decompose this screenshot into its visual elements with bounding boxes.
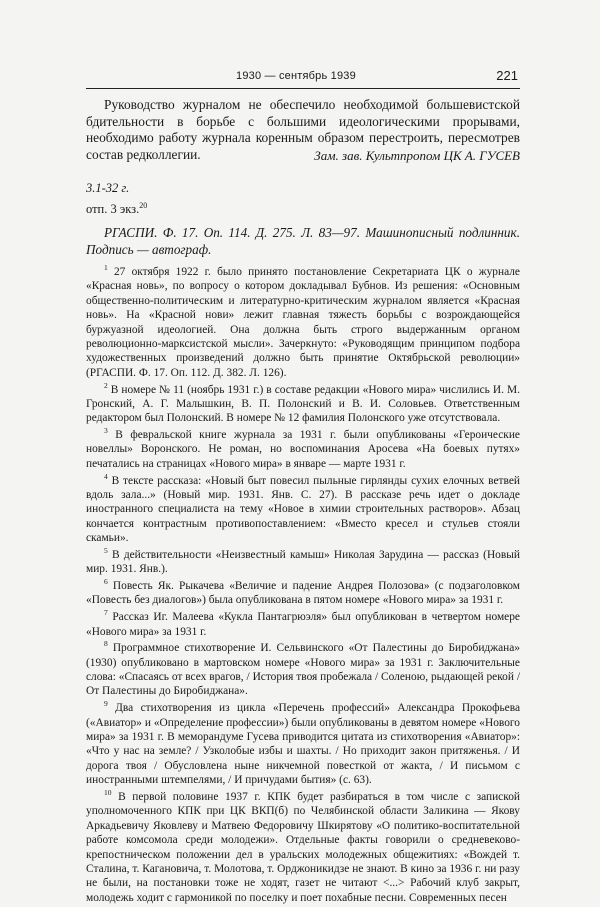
footnote [86,790,520,905]
footnote-text: В тексте рассказа: «Новый быт повесил пыльные гирлянды сухих елочных ветвей вдоль зала...» (Новый мир. 1931. Янв. С. 27). В рассказе речь идет о докладе иностранного специалиста на тему «Новое в химии строительных растворов». Абзац кончается контрастным противопоставлением: «Вместо кресел и стульев стояли скамьи». [86,474,520,545]
footnote-number: 8 [104,639,108,649]
footnote-text: Два стихотворения из цикла «Перечень профессий» Александра Прокофьева («Авиатор» и «Определение профессии») были опубликованы в девятом номере «Нового мира» за 1931 г. В меморандуме Гусева приводится цитата из стихотворения «Авиатор»: «Что у нас на земле? / Узколобые избы и шахты. / Но приходит закон притяженья. / И дорога твоя / Обусловлена ныне никчемной повесткой от жакта, / И письмом с иностранными штемпелями, / И причудами бытия» (с. 63). [86,702,520,787]
footnote [86,265,520,380]
footnote [86,701,520,787]
footnote-number: 5 [104,546,108,556]
footnote-number: 10 [104,788,112,798]
running-title: 1930 — сентябрь 1939 [236,70,356,82]
copies-line [86,201,147,217]
footnote-number: 7 [104,608,108,618]
footnote-text: Рассказ Иг. Малеева «Кукла Пантагрюэля» был опубликован в четвертом номере «Нового мира» за 1931 г. [86,611,520,638]
footnote [86,610,520,639]
body-paragraph: Руководство журналом не обеспечило необходимой большевистской бдительности в борьбе с большими идеологическими прорывами, необходимо работу журнала коренным образом перестроить, пересмотрев состав редколлегии. [86,97,520,162]
document-date: 3.1-32 г. [86,181,130,195]
footnote-text: В февральской книге журнала за 1931 г. были опубликованы «Героические новеллы» Воронского. Не роман, но воспоминания Аросева «На боевых путях» печатались на страницах «Нового мира» в январе — марте 1931 г. [86,429,520,470]
footnote-number: 4 [104,471,108,481]
footnote-text: 27 октября 1922 г. было принято постановление Секретариата ЦК о журнале «Красная новь», по вопросу о котором докладывал Бубнов. Из решения: «Основным общественно-политическим и литературно-критическим журналом является «Красная новь». На «Красной нови» лежит главная тяжесть борьбы с возрождающейся буржуазной идеологией. Она должна быть строго выдержанным органом революционно-марксистской мысли». Зачеркнуто: «Руководящим принципом подбора художественных произведений должно быть принятие Октябрьской революции» (РГАСПИ. Ф. 17. Оп. 112. Д. 382. Л. 126). [86,266,520,379]
footnote [86,428,520,471]
archive-reference: РГАСПИ. Ф. 17. Оп. 114. Д. 275. Л. 83—97. Машинописный подлинник. Подпись — автограф. [86,225,520,257]
footnotes [86,265,520,907]
footnote [86,380,520,426]
copies-text: отп. 3 экз. [86,202,140,217]
footnote-number: 3 [104,426,108,436]
footnote-reference: 20 [139,201,148,210]
footnote-text: В номере № 11 (ноябрь 1931 г.) в составе редакции «Нового мира» числились И. М. Гронский, А. Г. Малышкин, В. П. Полонский и В. И. Соловьев. Ответственным редактором был Полонский. В номере № 12 фамилия Полонского уже отсутствовала. [86,383,520,425]
footnote [86,641,520,699]
footnote-text: В первой половине 1937 г. КПК будет разбираться в том числе с запиской уполномоченного КПК при ЦК ВКП(б) по Челябинской области Заликина — Якову Аркадьевичу Яковлеву и Матвею Федоровичу Шкирятову «О политико-воспитательной работе комсомола среди молодежи». Отдельные факты говорили о средневеково-крепостническом положении дел в уральских молодежных общежитиях: «Вождей т. Сталина, т. Кагановича, т. Молотова, т. Орджоникидзе не знают. В кино за 1936 г. ни разу не были, на постановки тоже не ходят, газет не читают <...> Рабочий клуб закрыт, молодежь ходит с гармоникой по поселку и поет похабные песни. Современных песен [86,790,520,904]
footnote-text: Программное стихотворение И. Сельвинского «От Палестины до Биробиджана» (1930) опубликовано в мартовском номере «Нового мира» за 1931 г. Заключительные слова: «Спасаясь от всех врагов, / История твоя пробежала / Соленою, рыдающей рекой / От Палестины до Биробиджана». [86,642,520,698]
footnote-number: 1 [104,263,108,273]
footnote-number: 9 [104,699,108,709]
running-header [86,70,520,89]
footnote-number: 2 [104,380,108,390]
footnote-text: Повесть Як. Рыкачева «Величие и падение Андрея Полозова» (с подзаголовком «Повесть без диалогов») была опубликована в пятом номере «Нового мира» за 1931 г. [86,580,520,607]
footnote [86,471,520,546]
page-number: 221 [496,68,518,83]
footnote-text: В действительности «Неизвестный камыш» Николая Зарудина — рассказ (Новый мир. 1931. Янв.). [86,548,520,576]
signature: Зам. зав. Культпропом ЦК А. ГУСЕВ [314,148,520,163]
footnote-number: 6 [104,577,108,587]
footnote [86,548,520,577]
footnote [86,579,520,608]
